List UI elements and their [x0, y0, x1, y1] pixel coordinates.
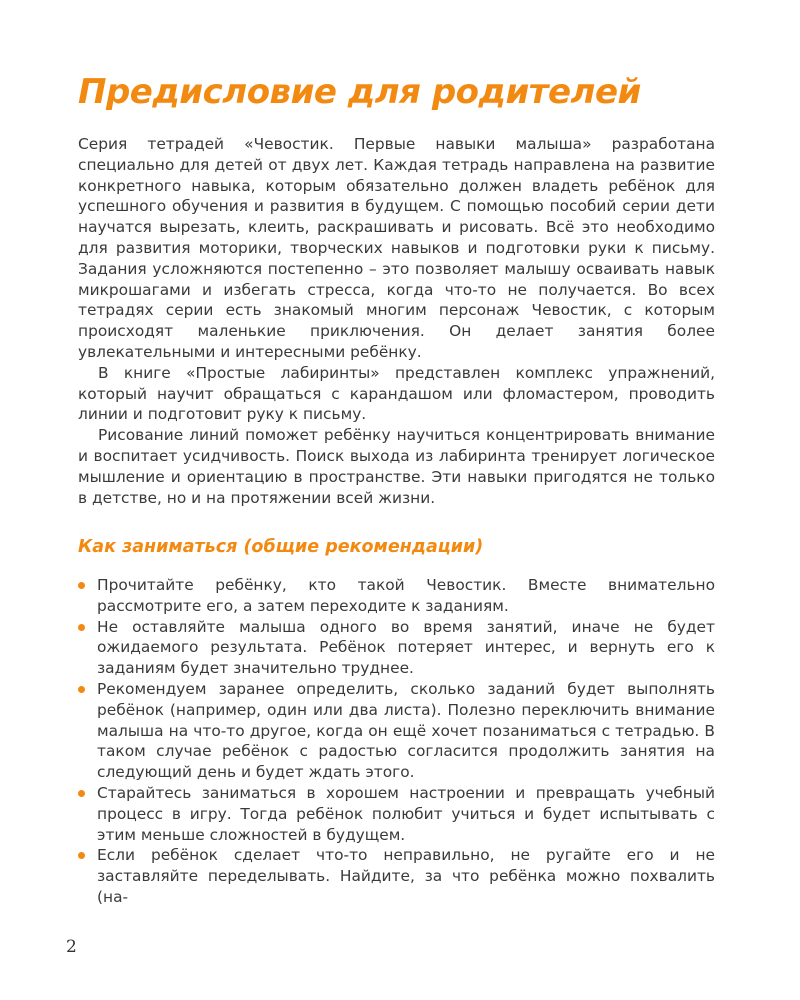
section-subtitle: Как заниматься (общие рекомендации)	[78, 537, 484, 557]
intro-text	[78, 134, 715, 508]
page-number: 2	[66, 937, 77, 957]
list-item-text: Прочитайте ребёнку, кто такой Чевостик. Вместе внимательно рассмотрите его, а затем переходите к заданиям.	[97, 576, 715, 615]
list-item	[78, 575, 715, 617]
list-item	[78, 617, 715, 679]
list-item	[78, 783, 715, 845]
list-item-text: Рекомендуем заранее определить, сколько заданий будет выполнять ребёнок (например, один или два листа). Полезно переключить внимание малыша на что-то другое, когда он ещё хочет позаниматься с тетрадью. В таком случае ребёнок с радостью согласится продолжить занятия на следующий день и будет ждать этого.	[97, 679, 715, 782]
page-title: Предисловие для родителей	[78, 72, 641, 112]
bullet-icon	[78, 624, 85, 631]
list-item-text: Старайтесь заниматься в хорошем настроении и превращать учебный процесс в игру. Тогда ребёнок полюбит учиться и будет испытывать с этим меньше сложностей в будущем.	[97, 783, 715, 844]
recommendations-list	[78, 575, 715, 908]
bullet-icon	[78, 790, 85, 797]
intro-paragraph: В книге «Простые лабиринты» представлен комплекс упражнений, который научит обращаться с карандашом или фломастером, проводить линии и подготовит руку к письму.	[78, 363, 715, 424]
list-item	[78, 845, 715, 907]
intro-paragraph: Рисование линий поможет ребёнку научиться концентрировать внимание и воспитает усидчивость. Поиск выхода из лабиринта тренирует логическое мышление и ориентацию в пространстве. Эти навыки пригодятся не только в детстве, но и на протяжении всей жизни.	[78, 426, 715, 507]
intro-paragraph: Серия тетрадей «Чевостик. Первые навыки малыша» разработана специально для детей от двух лет. Каждая тетрадь направлена на развитие конкретного навыка, которым обязательно должен владеть ребёнок для успешного обучения и развития в будущем. С помощью пособий серии дети научатся вырезать, клеить, раскрашивать и рисовать. Всё это необходимо для развития моторики, творческих навыков и подготовки руки к письму. Задания усложняются постепенно – это позволяет малышу осваивать навык микрошагами и избегать стресса, когда что-то не получается. Во всех тетрадях серии есть знакомый многим персонаж Чевостик, с которым происходят маленькие приключения. Он делает занятия более увлекательными и интересными ребёнку.	[78, 135, 715, 361]
bullet-icon	[78, 686, 85, 693]
bullet-icon	[78, 582, 85, 589]
list-item-text: Если ребёнок сделает что-то неправильно, не ругайте его и не заставляйте переделывать. Найдите, за что ребёнка можно похвалить (на-	[97, 846, 715, 906]
list-item	[78, 679, 715, 783]
list-item-text: Не оставляйте малыша одного во время занятий, иначе не будет ожидаемого результата. Ребёнок потеряет интерес, и вернуть его к заданиям будет значительно труднее.	[97, 617, 715, 678]
bullet-icon	[78, 852, 85, 859]
